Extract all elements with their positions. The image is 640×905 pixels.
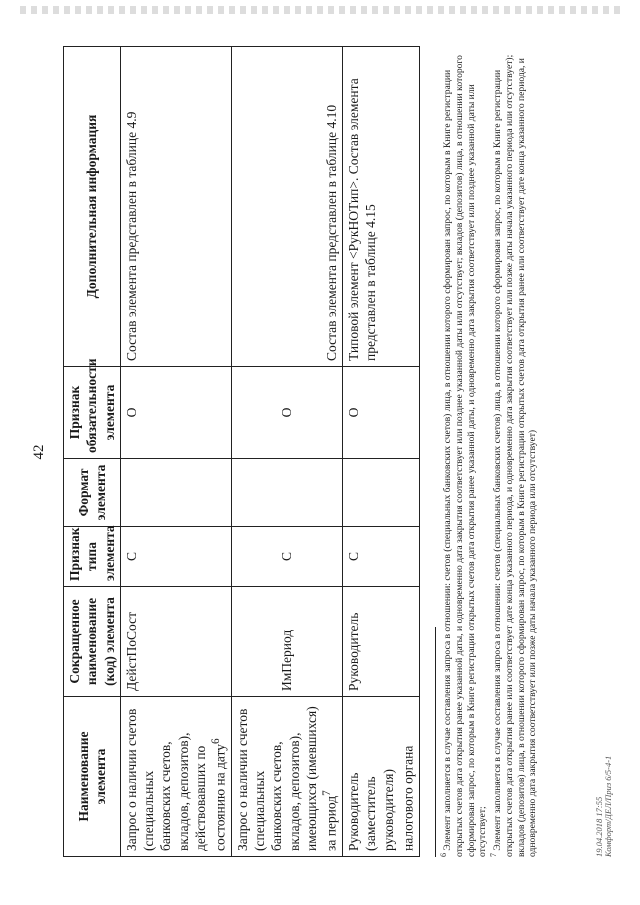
elements-table bbox=[63, 46, 420, 857]
table-row bbox=[231, 47, 342, 857]
header-type: Признак типа элемента bbox=[64, 527, 121, 587]
rotated-page bbox=[15, 17, 625, 887]
cell-format bbox=[231, 459, 342, 527]
cell-code: Руководитель bbox=[342, 587, 419, 697]
footnote-ref: 6 bbox=[210, 738, 223, 745]
footnote-7 bbox=[489, 37, 539, 857]
header-code: Сокращенное наименование (код) элемента bbox=[64, 587, 121, 697]
document-stamp bbox=[595, 756, 614, 857]
cell-name-text: Запрос о наличии счетов (специальных банковских счетов, вкладов, депозитов), имеющихся (имевшихся) за период bbox=[234, 706, 339, 851]
cell-required: О bbox=[342, 367, 419, 459]
table-header-row bbox=[64, 47, 121, 857]
header-required: Признак обязательности элемента bbox=[64, 367, 121, 459]
header-info: Дополнительная информация bbox=[64, 47, 121, 367]
cell-required: О bbox=[120, 367, 231, 459]
cell-info: Состав элемента представлен в таблице 4.9 bbox=[120, 47, 231, 367]
cell-info: Типовой элемент <РукНОТип>. Состав элемента представлен в таблице 4.15 bbox=[342, 47, 419, 367]
cell-type: С bbox=[120, 527, 231, 587]
footnotes bbox=[439, 37, 539, 857]
cell-name-text: Запрос о наличии счетов (специальных банковских счетов, вкладов, депозитов), действовавших по состоянию на дату bbox=[123, 708, 228, 851]
footnote-mark: 6 bbox=[439, 853, 448, 857]
cell-name bbox=[342, 697, 419, 857]
footnote-mark: 7 bbox=[489, 853, 498, 857]
table-row bbox=[342, 47, 419, 857]
cell-required: О bbox=[231, 367, 342, 459]
footnote-text: Элемент заполняется в случае составления запроса в отношении: счетов (специальных банковских счетов) лица, в отношении которого сформирован запрос, по которым в Книге регистрации открытых счетов дата открытия ранее указанной даты, и одновременно дата закрытия соответствует или позднее указанной даты или отсутствует; вкладов (депозитов) лица, в отношении которого сформирован запрос, по которым в Книге регистрации открытых счетов дата открытия ранее указанной даты, и одновременно дата закрытия соответствует или позднее указанной даты или отсутствует; bbox=[442, 55, 489, 857]
header-name: Наименование элемента bbox=[64, 697, 121, 857]
cell-format bbox=[342, 459, 419, 527]
page-number: 42 bbox=[31, 444, 47, 460]
cell-type: С bbox=[342, 527, 419, 587]
stamp-line: 19.04.2018 17:55 bbox=[594, 796, 604, 857]
stamp-line: Комфорт/ДЕЛ/Приз 6/5-4-1 bbox=[603, 755, 614, 857]
footnote-divider bbox=[435, 627, 436, 857]
table-row bbox=[120, 47, 231, 857]
cell-code: ДейстПоСост bbox=[120, 587, 231, 697]
cell-type: С bbox=[231, 527, 342, 587]
footnote-text: Элемент заполняется в случае составления запроса в отношении: счетов (специальных банковских счетов) лица, в отношении которого сформирован запрос, по которым в Книге регистрации открытых счетов дата открытия ранее или соответствует дате конца указанного периода, и одновременно дата закрытия соответствует или позже даты начала указанного периода или отсутствует); вкладов (депозитов) лица, в отношении которого сформирован запрос, по которым в Книге регистрации открытых счетов дата открытия ранее или соответствует дате конца указанного периода, и одновременно дата закрытия соответствует или позже даты начала указанного периода или отсутствует) bbox=[492, 54, 539, 857]
cell-format bbox=[120, 459, 231, 527]
cell-name-text: Руководитель (заместитель руководителя) налогового органа bbox=[345, 745, 416, 851]
footnote-ref: 7 bbox=[321, 790, 334, 796]
footnote-6 bbox=[439, 37, 489, 857]
cell-name bbox=[120, 697, 231, 857]
scan-edge-mark bbox=[20, 6, 620, 14]
header-format: Формат элемента bbox=[64, 459, 121, 527]
cell-name bbox=[231, 697, 342, 857]
cell-code: ИмПериод bbox=[231, 587, 342, 697]
cell-info: Состав элемента представлен в таблице 4.10 bbox=[231, 47, 342, 367]
